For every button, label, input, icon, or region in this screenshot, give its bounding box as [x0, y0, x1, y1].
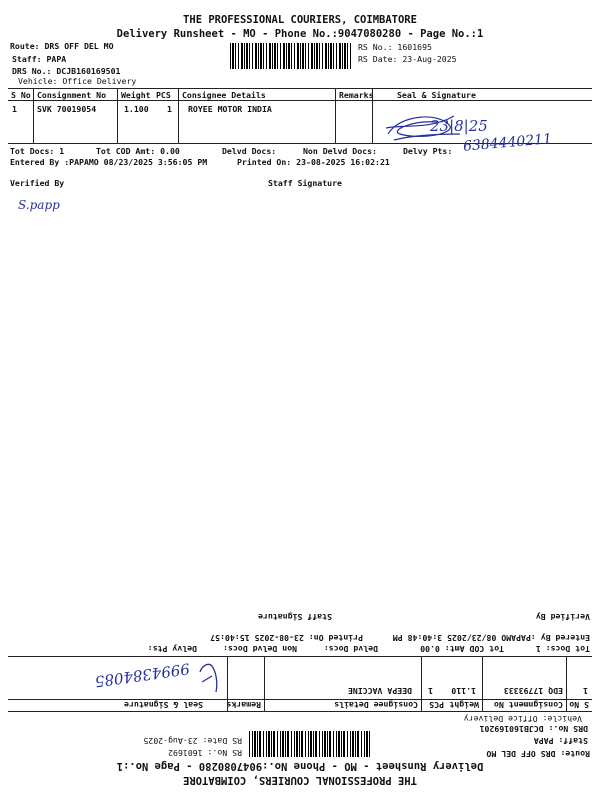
handwritten-phone: 9994384085 — [93, 659, 191, 691]
header-remarks: Remarks — [226, 700, 261, 710]
col-divider — [482, 657, 483, 712]
row-consignment: EDQ 17793333 — [503, 686, 563, 696]
route-label: Route: DRS OFF DEL MO — [10, 41, 114, 51]
header-consignee: Consignee Details — [182, 90, 266, 100]
route-label: Route: DRS OFF DEL MO — [486, 749, 590, 759]
runsheet-title: Delivery Runsheet - MO - Phone No.:9047080280 - Page No.:1 — [116, 760, 484, 772]
col-divider — [33, 88, 34, 143]
staff-label: Staff: PAPA — [533, 736, 588, 746]
tot-docs: Tot Docs: 1 — [10, 146, 65, 156]
delvd-docs: Delvd Docs: — [222, 146, 277, 156]
col-divider — [264, 657, 265, 712]
tot-cod: Tot COD Amt: 0.00 — [96, 146, 180, 156]
header-weight: Weight — [121, 90, 151, 100]
header-sno: S No — [569, 700, 589, 710]
header-remarks: Remarks — [339, 90, 374, 100]
tot-docs: Tot Docs: 1 — [535, 644, 590, 654]
runsheet-bottom — [0, 400, 600, 800]
vehicle-label: Vehicle: Office Delivery — [18, 76, 137, 86]
col-divider — [421, 657, 422, 712]
delvy-pts: Delvy Pts: — [403, 146, 453, 156]
barcode — [230, 43, 352, 69]
printed-on: Printed On: 23-08-2025 15:40:57 — [210, 633, 363, 643]
drs-label: DRS No.: DCJB160169501 — [12, 66, 121, 76]
table-bottom-rule — [8, 656, 592, 657]
staff-signature: Staff Signature — [268, 178, 342, 188]
header-weight: Weight — [449, 700, 479, 710]
row-pcs: 1 — [428, 686, 433, 696]
rs-date: RS Date: 23-Aug-2025 — [143, 736, 242, 746]
row-weight: 1.100 — [124, 104, 149, 114]
verified-by: Verified By — [535, 612, 590, 622]
rs-number: RS No.: 1601692 — [168, 748, 242, 758]
verified-by: Verified By — [10, 178, 65, 188]
header-consignment: Consignment No — [37, 90, 107, 100]
table-top-rule — [8, 88, 592, 89]
verifier-signature: S.papp — [18, 198, 60, 212]
barcode — [248, 731, 370, 757]
col-divider — [335, 88, 336, 143]
staff-signature: Staff Signature — [258, 612, 332, 622]
row-sno: 1 — [12, 104, 17, 114]
header-pcs: PCS — [429, 700, 444, 710]
header-consignee: Consignee Details — [334, 700, 418, 710]
drs-label: DRS No.: DCJB160169201 — [479, 724, 588, 734]
staff-label: Staff: PAPA — [12, 54, 67, 64]
runsheet-title: Delivery Runsheet - MO - Phone No.:9047080280 - Page No.:1 — [116, 28, 484, 40]
vehicle-label: Vehicle: Office Delivery — [463, 714, 582, 724]
signature-mark — [192, 660, 222, 696]
tot-cod: Tot COD Amt: 0.00 — [420, 644, 504, 654]
header-seal: Seal & Signature — [124, 700, 203, 710]
row-pcs: 1 — [167, 104, 172, 114]
non-delvd-docs: Non Delvd Docs: — [223, 644, 297, 654]
delvd-docs: Delvd Docs: — [323, 644, 378, 654]
entered-by: Entered By :PAPAMO 08/23/2025 3:40:48 PM — [392, 633, 590, 643]
row-consignment: SVK 70019054 — [37, 104, 97, 114]
header-seal: Seal & Signature — [397, 90, 476, 100]
row-weight: 1.110 — [451, 686, 476, 696]
header-consignment: Consignment No — [493, 700, 563, 710]
handwritten-phone: 6384440211 — [462, 131, 553, 155]
col-divider — [117, 88, 118, 143]
row-consignee: ROYEE MOTOR INDIA — [188, 104, 272, 114]
row-sno: 1 — [583, 686, 588, 696]
header-pcs: PCS — [156, 90, 171, 100]
printed-on: Printed On: 23-08-2025 16:02:21 — [237, 157, 390, 167]
col-divider — [566, 657, 567, 712]
non-delvd-docs: Non Delvd Docs: — [303, 146, 377, 156]
rs-number: RS No.: 1601695 — [358, 42, 432, 52]
table-header-rule — [8, 100, 592, 101]
delvy-pts: Delvy Pts: — [147, 644, 197, 654]
table-top-rule — [8, 711, 592, 712]
row-consignee: DEEPA VACCINE — [347, 686, 412, 696]
rs-date: RS Date: 23-Aug-2025 — [358, 54, 457, 64]
entered-by: Entered By :PAPAMO 08/23/2025 3:56:05 PM — [10, 157, 208, 167]
handwritten-date: 23|8|25 — [430, 117, 488, 135]
header-sno: S No — [11, 90, 31, 100]
company-title: THE PROFESSIONAL COURIERS, COIMBATORE — [183, 14, 417, 26]
col-divider — [178, 88, 179, 143]
company-title: THE PROFESSIONAL COURIERS, COIMBATORE — [183, 774, 417, 786]
